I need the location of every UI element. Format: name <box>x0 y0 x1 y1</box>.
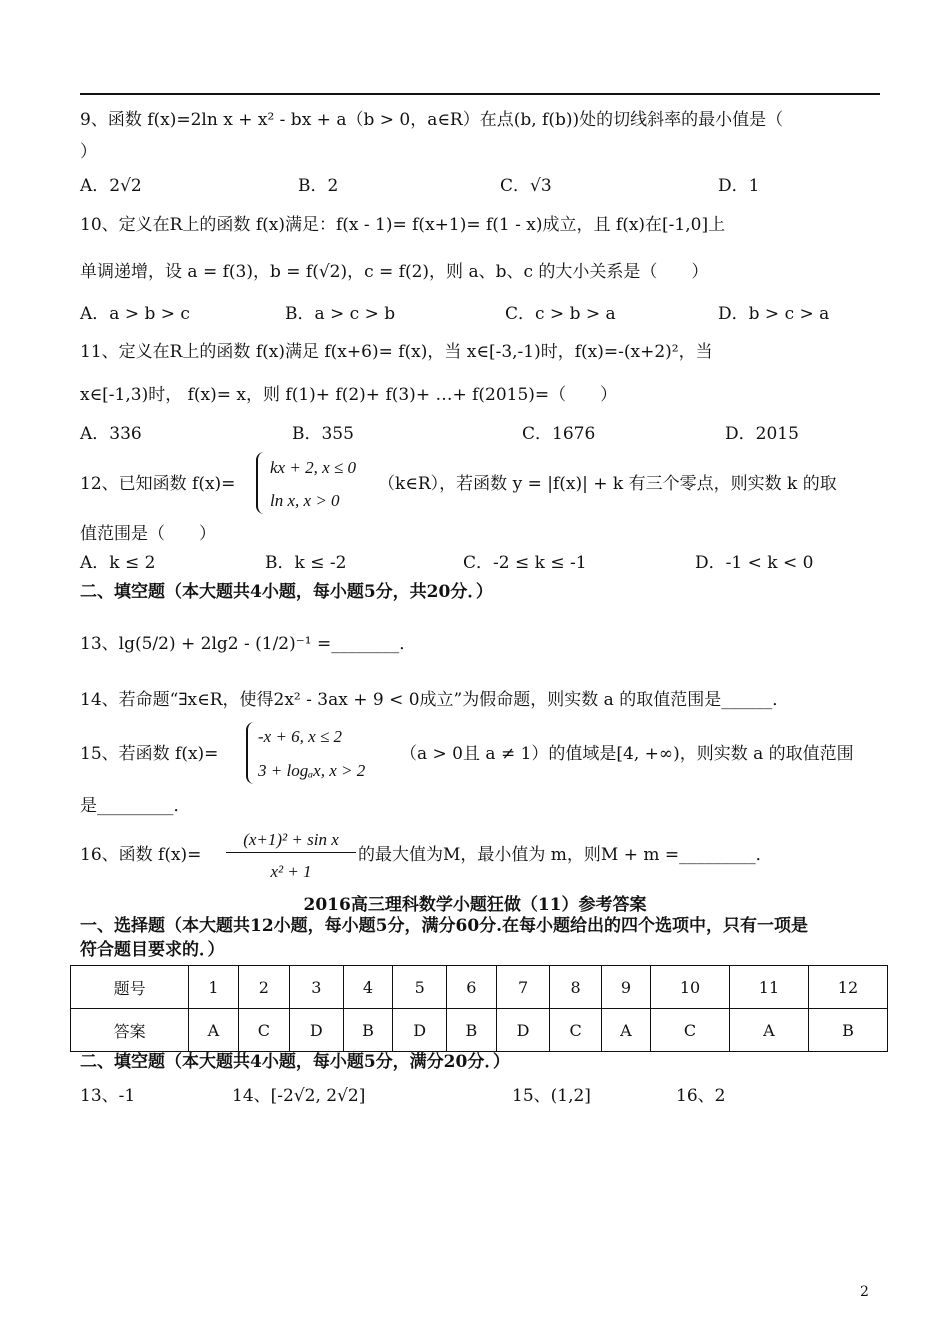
fill-answer-15: 15、(1,2] <box>512 1086 591 1106</box>
table-row-label: 答案 <box>71 1009 189 1052</box>
q9-option-a: A．2√2 <box>80 176 142 196</box>
q15-case2: 3 + logₐx, x > 2 <box>258 761 366 780</box>
table-cell: 8 <box>550 966 602 1009</box>
q11-option-c: C．1676 <box>522 424 596 444</box>
q12-prefix: 12、已知函数 f(x)= <box>80 474 236 494</box>
table-cell: 3 <box>290 966 343 1009</box>
answers-title: 2016高三理科数学小题狂做（11）参考答案 <box>303 895 647 915</box>
table-cell: D <box>393 1009 446 1052</box>
q12-option-c: C．-2 ≤ k ≤ -1 <box>463 553 587 573</box>
table-cell: 11 <box>729 966 808 1009</box>
q16-suffix: 的最大值为M，最小值为 m，则M + m =_________． <box>358 845 773 865</box>
answers-section1-heading-l2: 符合题目要求的．） <box>80 940 225 960</box>
answers-section2-heading: 二、填空题（本大题共4小题，每小题5分，满分20分．） <box>80 1052 510 1072</box>
table-cell: 2 <box>238 966 290 1009</box>
q11-option-a: A．336 <box>80 424 142 444</box>
table-cell: 1 <box>189 966 238 1009</box>
table-cell: C <box>550 1009 602 1052</box>
q15-prefix: 15、若函数 f(x)= <box>80 744 219 764</box>
q9-option-d: D．1 <box>718 176 760 196</box>
q10-option-b: B．a > c > b <box>285 304 396 324</box>
table-cell: 4 <box>343 966 393 1009</box>
table-row-label: 题号 <box>71 966 189 1009</box>
q11-option-d: D．2015 <box>725 424 799 444</box>
answer-table-row-numbers <box>71 966 888 1009</box>
q12-suffix: （k∈R），若函数 y = |f(x)| + k 有三个零点，则实数 k 的取 <box>378 474 837 494</box>
q16-denominator: x² + 1 <box>270 862 312 881</box>
fill-answer-16: 16、2 <box>676 1086 726 1106</box>
q10-line1: 10、定义在R上的函数 f(x)满足：f(x - 1)= f(x+1)= f(1 - x)成立，且 f(x)在[-1,0]上 <box>80 215 726 235</box>
table-cell: 6 <box>446 966 496 1009</box>
table-cell: C <box>238 1009 290 1052</box>
q9-option-c: C．√3 <box>500 176 552 196</box>
table-cell: D <box>496 1009 549 1052</box>
q9-line1: 9、函数 f(x)=2ln x + x² - bx + a（b > 0，a∈R）在点(b, f(b))处的切线斜率的最小值是（ <box>80 110 784 130</box>
q13: 13、lg(5/2) + 2lg2 - (1/2)⁻¹ =________． <box>80 634 417 654</box>
q12-option-a: A．k ≤ 2 <box>80 553 156 573</box>
q10-line2: 单调递增，设 a = f(3)，b = f(√2)，c = f(2)，则 a、b、c 的大小关系是（ ） <box>80 262 709 282</box>
q15-suffix: （a > 0且 a ≠ 1）的值域是[4, +∞)，则实数 a 的取值范围 <box>400 744 854 764</box>
table-cell: A <box>601 1009 650 1052</box>
table-cell: 12 <box>808 966 887 1009</box>
table-cell: 5 <box>393 966 446 1009</box>
table-cell: A <box>729 1009 808 1052</box>
table-cell: C <box>651 1009 730 1052</box>
q12-case1: kx + 2, x ≤ 0 <box>270 458 356 477</box>
table-cell: 7 <box>496 966 549 1009</box>
q11-option-b: B．355 <box>292 424 354 444</box>
fill-answer-14: 14、[-2√2, 2√2] <box>232 1086 366 1106</box>
q16-numerator: (x+1)² + sin x <box>226 828 356 853</box>
q10-option-c: C．c > b > a <box>505 304 616 324</box>
q15-case1: -x + 6, x ≤ 2 <box>258 727 343 746</box>
table-cell: 10 <box>651 966 730 1009</box>
answer-table <box>70 965 888 1052</box>
table-cell: D <box>290 1009 343 1052</box>
q12-brace <box>256 452 268 514</box>
table-cell: 9 <box>601 966 650 1009</box>
q12-option-b: B．k ≤ -2 <box>265 553 347 573</box>
q12-case2: ln x, x > 0 <box>270 491 340 510</box>
page-number: 2 <box>860 1284 869 1300</box>
table-cell: B <box>446 1009 496 1052</box>
section2-heading: 二、填空题（本大题共4小题，每小题5分，共20分．） <box>80 582 493 602</box>
table-cell: B <box>343 1009 393 1052</box>
table-cell: A <box>189 1009 238 1052</box>
answers-section1-heading-l1: 一、选择题（本大题共12小题，每小题5分，满分60分.在每小题给出的四个选项中，只有一项是 <box>80 916 809 936</box>
q16-prefix: 16、函数 f(x)= <box>80 845 202 865</box>
q15-line2: 是_________． <box>80 796 191 816</box>
q11-line1: 11、定义在R上的函数 f(x)满足 f(x+6)= f(x)，当 x∈[-3,-1)时，f(x)=-(x+2)²，当 <box>80 342 713 362</box>
q9-line2: ） <box>80 142 97 162</box>
q12-option-d: D．-1 < k < 0 <box>695 553 814 573</box>
fill-answer-13: 13、-1 <box>80 1086 136 1106</box>
answer-table-row-choices <box>71 1009 888 1052</box>
q10-option-a: A．a > b > c <box>80 304 190 324</box>
q11-line2: x∈[-1,3)时， f(x)= x，则 f(1)+ f(2)+ f(3)+ …+ f(2015)=（ ） <box>80 385 618 405</box>
q14: 14、若命题“∃x∈R，使得2x² - 3ax + 9 < 0成立”为假命题，则实数 a 的取值范围是______． <box>80 690 790 710</box>
q10-option-d: D．b > c > a <box>718 304 830 324</box>
table-cell: B <box>808 1009 887 1052</box>
q9-option-b: B．2 <box>298 176 339 196</box>
q12-line2: 值范围是（ ） <box>80 524 216 544</box>
top-rule <box>80 93 880 95</box>
q15-brace <box>246 722 258 784</box>
